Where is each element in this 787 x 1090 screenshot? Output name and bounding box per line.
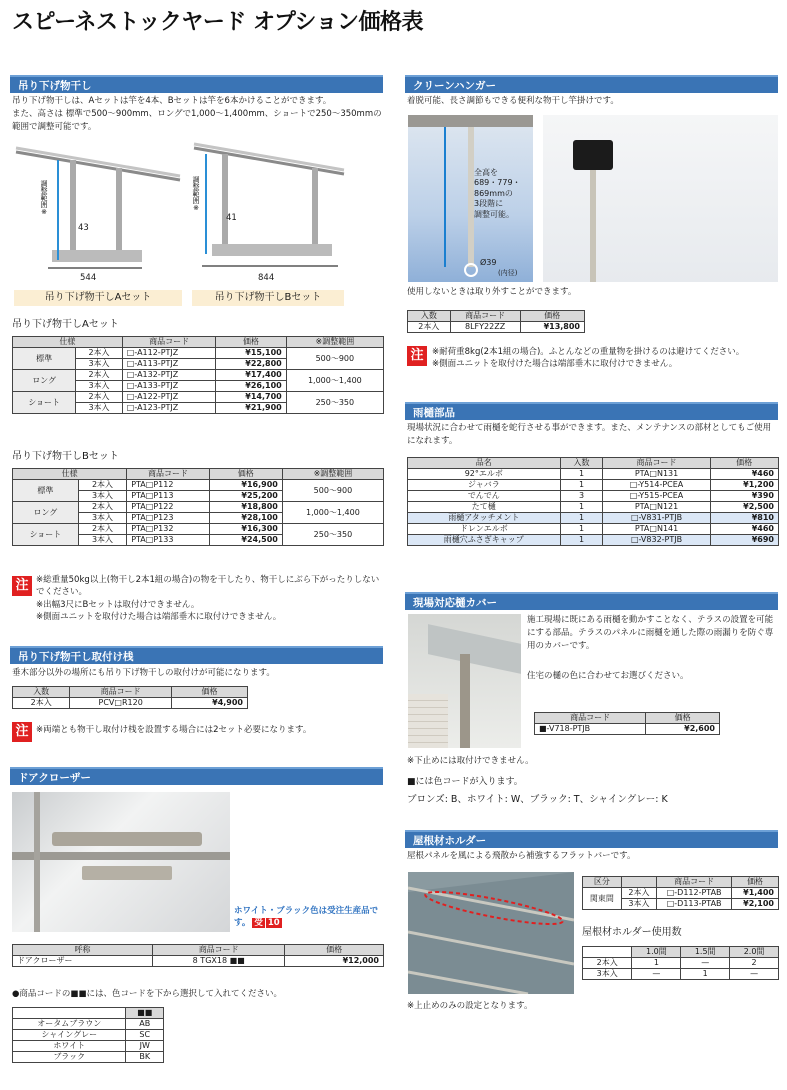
roof-usage-table: 1.0間 1.5間 2.0間 2本入 1 — 2 3本入 — 1 —: [582, 946, 779, 980]
door-closer-photo: [12, 792, 230, 932]
dim-a-width: 544: [80, 273, 97, 283]
dim-a-pitch: 43: [78, 223, 89, 233]
clean-table: 入数 商品コード 価格 2本入 8LFY22ZZ ¥13,800: [407, 310, 585, 333]
caution-badge: 注: [12, 576, 32, 596]
hanger-a-table: 仕様 商品コード 価格 ※調整範囲 標準 2本入 □-A112-PTJZ ¥15,100 500～900 3本入 □-A113-PTJZ ¥22,800 ロング 2本入 □-A132-PTJZ ¥17,400 1,000～1,400 3本入 □-A133-PTJZ ¥26,100 ショート 2本入 □-A122-PTJZ ¥14,700 250～350 3本入 □-A123-PTJZ ¥21,900: [12, 336, 384, 414]
cover-note-1: ※下止めには取付けできません。: [407, 756, 534, 766]
roof-usage-title: 屋根材ホルダー使用数: [582, 927, 682, 938]
caution-badge: 注: [407, 346, 427, 366]
section-header-gutter: 雨樋部品: [405, 402, 778, 420]
hanger-b-diagram: [192, 140, 347, 290]
clean-notes: ※耐荷重8kg(2本1組の場合)。ふとんなどの重量物を掛けるのは避けてください。 ※側面ユニットを取付けた場合は端部垂木に取付けできません。: [432, 347, 745, 370]
cover-note-2: ■には色コードが入ります。: [407, 777, 523, 787]
order-badge-number: 10: [267, 917, 280, 928]
gutter-cover-photo: [408, 614, 521, 748]
color-code-table: ■■ オータムブラウン AB シャイングレー SC ホワイト JW ブラック BK: [12, 1007, 164, 1063]
roof-holder-table: 区分 商品コード 価格 関東間 2本入 □-D112-PTAB ¥1,400 3本入 □-D113-PTAB ¥2,100: [582, 876, 779, 910]
door-caption: ホワイト・ブラック色は受注生産品です。 受 10: [234, 906, 379, 928]
clean-remove-note: 使用しないときは取り外すことができます。: [407, 287, 577, 297]
caution-badge: 注: [12, 722, 32, 742]
hanger-a-diagram: [12, 140, 182, 290]
page-title: スピーネストックヤード オプション価格表: [12, 10, 424, 35]
hanging-description: 吊り下げ物干しは、Aセットは竿を4本、Bセットは竿を6本かけることができます。 また、高さは 標準で500～900mm、ロングで1,000～1,400mm、ショートで250～350mmの範囲で調整可能です。: [12, 96, 382, 132]
clean-height-note: 全高を 689・779・ 869mmの 3段階に 調整可能。: [474, 168, 521, 219]
section-header-hanging: 吊り下げ物干し: [10, 75, 383, 93]
table-b-title: 吊り下げ物干しBセット: [12, 451, 119, 462]
door-color-note: ●商品コードの■■には、色コードを下から選択して入れてください。: [12, 989, 282, 999]
section-header-door: ドアクローザー: [10, 767, 383, 785]
cover-color-codes: ブロンズ: B、ホワイト: W、ブラック: T、シャイングレー: K: [407, 794, 668, 805]
hanger-b-table: 仕様 商品コード 価格 ※調整範囲 標準 2本入 PTA□P112 ¥16,900 500～900 3本入 PTA□P113 ¥25,200 ロング 2本入 PTA□P122 ¥18,800 1,000～1,400 3本入 PTA□P123 ¥28,100 ショート 2本入 PTA□P132 ¥16,300 250～350 3本入 PTA□P133 ¥24,500: [12, 468, 384, 546]
clean-hanger-photo-2: [543, 115, 778, 282]
gutter-description: 現場状況に合わせて雨樋を蛇行させる事ができます。また、メンテナンスの部材としてもご使用になれます。: [407, 423, 772, 446]
section-header-bracket: 吊り下げ物干し取付け桟: [10, 646, 383, 664]
gutter-table: 品名 入数 商品コード 価格 92°エルボ 1 PTA□N131 ¥460 ジャバラ 1 □-Y514-PCEA ¥1,200 でんでん 3 □-Y515-PCEA ¥390 たて樋 1 PTA□N121 ¥2,500 雨樋アタッチメント 1 □-V831-PTJB ¥810 ドレンエルボ 1 PTA□N141 ¥460 雨樋穴ふさぎキャップ 1 □-V832-PTJB ¥690: [407, 457, 779, 546]
clean-diameter: Ø39: [480, 258, 497, 267]
order-badge: 受: [254, 917, 263, 928]
section-header-roof: 屋根材ホルダー: [405, 830, 778, 848]
section-header-cover: 現場対応樋カバー: [405, 592, 778, 610]
bracket-table: 入数 商品コード 価格 2本入 PCV□R120 ¥4,900: [12, 686, 248, 709]
table-a-title: 吊り下げ物干しAセット: [12, 319, 119, 330]
roof-description: 屋根パネルを風による飛散から補強するフラットバーです。: [407, 851, 636, 861]
clean-diameter-inner: (内径): [498, 269, 518, 277]
bracket-description: 垂木部分以外の場所にも吊り下げ物干しの取付けが可能になります。: [12, 668, 275, 678]
svg-text:調整範囲※: 調整範囲※: [192, 176, 200, 212]
roof-holder-photo: [408, 872, 574, 994]
hanger-a-label: 吊り下げ物干しAセット: [14, 290, 182, 306]
cover-description-2: 住宅の樋の色に合わせてお選びください。: [527, 671, 689, 681]
dim-b-pitch: 41: [226, 213, 237, 223]
cover-description: 施工現場に既にある雨樋を動かすことなく、テラスの設置を可能にする部品。テラスのパネルに雨樋を通した際の雨漏りを防ぐ専用のカバーです。: [527, 615, 774, 651]
hanging-notes: ※総重量50kg以上(物干し2本1組の場合)の物を干したり、物干しにぶら下がったりしないでください。 ※出幅3尺にBセットは取付けできません。 ※側面ユニットを取付けた場合は端部垂木に取付けできません。: [36, 575, 380, 622]
bracket-note: ※両端とも物干し取付け桟を設置する場合には2セット必要になります。: [36, 725, 312, 735]
clean-description: 着脱可能、長さ調節もできる便利な物干し竿掛けです。: [407, 96, 619, 106]
hanger-b-label: 吊り下げ物干しBセット: [192, 290, 344, 306]
cover-table: 商品コード 価格 ■-V718-PTJB ¥2,600: [534, 712, 720, 735]
section-header-clean: クリーンハンガー: [405, 75, 778, 93]
svg-text:調整範囲※: 調整範囲※: [40, 180, 48, 216]
dim-b-width: 844: [258, 273, 275, 283]
roof-note: ※上止めのみの設定となります。: [407, 1001, 533, 1011]
door-table: 呼称 商品コード 価格 ドアクローザー 8 TGX18 ■■ ¥12,000: [12, 944, 384, 967]
